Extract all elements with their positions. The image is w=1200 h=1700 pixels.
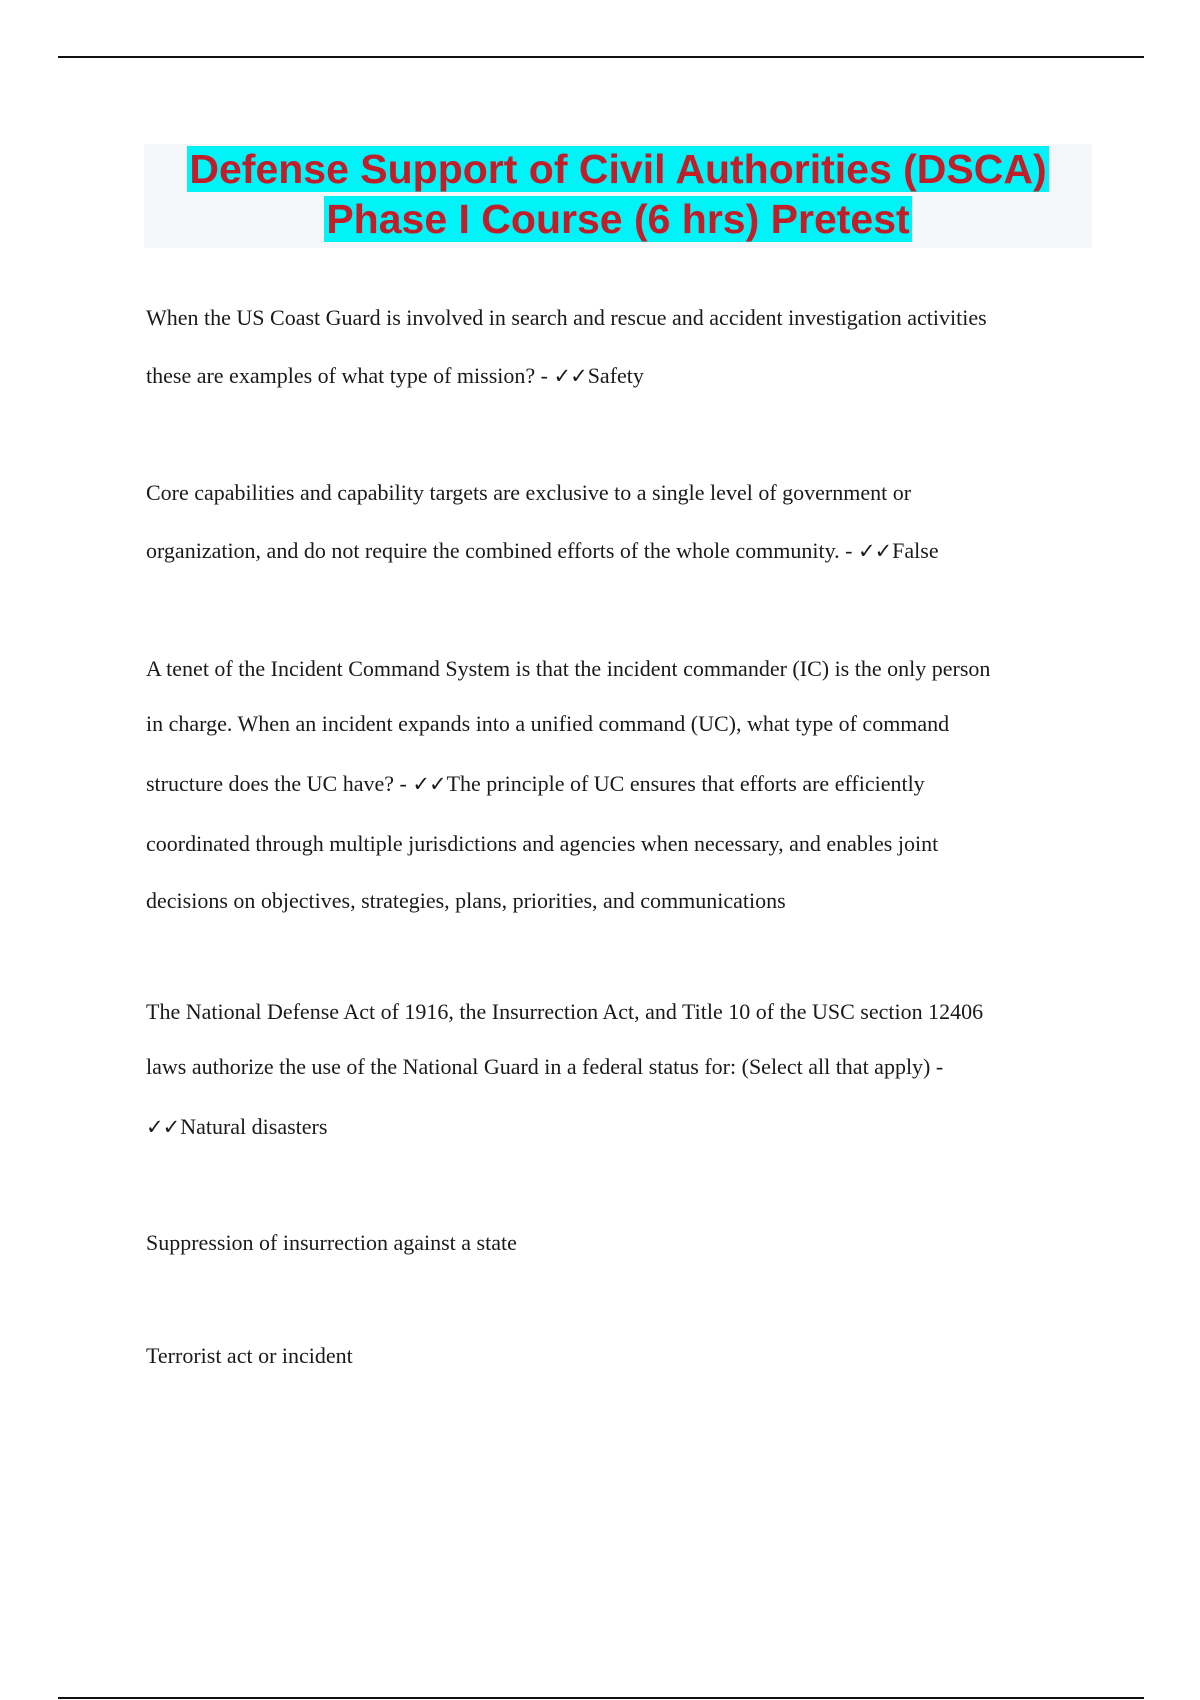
top-rule [58,56,1144,58]
q3-line-2: in charge. When an incident expands into a unified command (UC), what type of command [146,711,950,736]
q2-line-2: organization, and do not require the combined efforts of the whole community. - ✓✓False [146,538,939,563]
q2-line-1: Core capabilities and capability targets are exclusive to a single level of government or [146,480,912,505]
title-line-2: Phase I Course (6 hrs) Pretest [326,196,910,242]
document-title [144,144,1092,248]
q3-line-5: decisions on objectives, strategies, plans, priorities, and communications [146,888,786,913]
q4-answer-2: Suppression of insurrection against a state [146,1230,517,1255]
q1-line-2: these are examples of what type of mission? - ✓✓Safety [146,363,644,388]
q3-line-3: structure does the UC have? - ✓✓The principle of UC ensures that efforts are efficiently [146,771,925,796]
q4-line-1: The National Defense Act of 1916, the Insurrection Act, and Title 10 of the USC section 12406 [146,999,984,1024]
check-mark-icon: ✓✓ [857,539,892,563]
q1-answer: Safety [587,363,644,388]
title-line-1: Defense Support of Civil Authorities (DSCA) [189,146,1047,192]
check-mark-icon: ✓✓ [146,1115,180,1139]
q3-line-1: A tenet of the Incident Command System is that the incident commander (IC) is the only person [146,656,991,681]
q2-answer: False [892,538,939,563]
q4-answer-3: Terrorist act or incident [146,1343,353,1368]
check-mark-icon: ✓✓ [412,772,446,796]
q3-answer: The principle of UC ensures that efforts are efficiently [446,771,925,796]
bottom-rule [58,1697,1144,1699]
q4-line-2: laws authorize the use of the National Guard in a federal status for: (Select all that apply) - [146,1054,944,1079]
q4-answer-1: Natural disasters [180,1114,328,1139]
q3-line-4: coordinated through multiple jurisdictions and agencies when necessary, and enables joint [146,831,939,856]
check-mark-icon: ✓✓ [553,364,587,388]
q4-line-3 [146,1113,327,1141]
q1-line-1: When the US Coast Guard is involved in search and rescue and accident investigation activities [146,305,987,330]
